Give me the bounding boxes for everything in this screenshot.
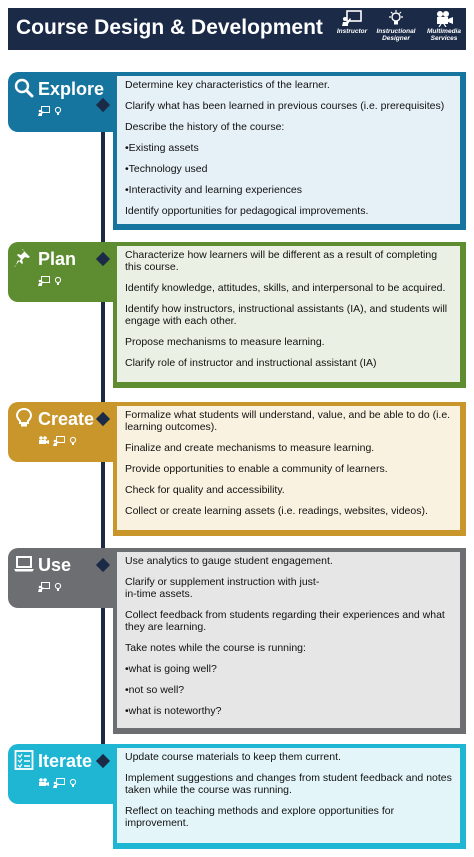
list-item: Clarify role of instructor and instructional assistant (IA) bbox=[125, 357, 377, 369]
list-item: Propose mechanisms to measure learning. bbox=[125, 336, 325, 348]
role-icons bbox=[38, 778, 78, 790]
instructor-icon bbox=[53, 436, 65, 446]
use-box bbox=[113, 548, 466, 734]
use-tab bbox=[8, 548, 116, 608]
designer-lightbulb-icon bbox=[68, 436, 78, 446]
designer-lightbulb-icon bbox=[385, 10, 407, 27]
role-label: Instructor bbox=[336, 28, 368, 35]
list-item: Use analytics to gauge student engagement. bbox=[125, 555, 333, 567]
list-item: •Interactivity and learning experiences bbox=[125, 184, 303, 196]
list-item: Identify opportunities for pedagogical improvements. bbox=[125, 205, 369, 217]
role-icons bbox=[38, 106, 63, 118]
create-tab bbox=[8, 402, 116, 462]
list-item: Identify knowledge, attitudes, skills, and interpersonal to be acquired. bbox=[125, 282, 446, 294]
role-icons bbox=[38, 276, 63, 288]
iterate-box bbox=[113, 744, 466, 849]
explore-box bbox=[113, 72, 466, 230]
instructor-icon bbox=[53, 778, 65, 788]
laptop-icon bbox=[14, 554, 34, 574]
header-bar bbox=[8, 8, 466, 50]
list-item: •what is going well? bbox=[125, 663, 217, 675]
role-icons bbox=[38, 582, 63, 594]
list-item: Take notes while the course is running: bbox=[125, 642, 306, 654]
role-instructional-designer bbox=[370, 10, 422, 42]
iterate-tab bbox=[8, 744, 116, 804]
list-item: Collect feedback from students regarding their experiences and what they are learning. bbox=[125, 609, 445, 633]
magnifier-icon bbox=[14, 78, 34, 98]
designer-lightbulb-icon bbox=[53, 276, 63, 286]
create-box bbox=[113, 402, 466, 536]
section-title: Iterate bbox=[38, 751, 93, 771]
page-title: Course Design & Development bbox=[16, 16, 323, 39]
video-camera-icon bbox=[433, 10, 455, 27]
lightbulb-icon bbox=[14, 408, 34, 428]
instructor-icon bbox=[38, 106, 50, 116]
section-title: Create bbox=[38, 409, 95, 429]
list-item: •Existing assets bbox=[125, 142, 199, 154]
list-item: •Technology used bbox=[125, 163, 208, 175]
list-item: •not so well? bbox=[125, 684, 185, 696]
section-title: Plan bbox=[38, 249, 77, 269]
list-item: Reflect on teaching methods and explore opportunities for improvement. bbox=[125, 805, 395, 829]
plan-box bbox=[113, 242, 466, 388]
role-label: Instructional Designer bbox=[376, 28, 416, 42]
section-title: Explore bbox=[38, 79, 105, 99]
list-item: Implement suggestions and changes from student feedback and notes taken while the course was running. bbox=[125, 772, 452, 796]
video-camera-icon bbox=[38, 436, 50, 446]
designer-lightbulb-icon bbox=[68, 778, 78, 788]
list-item: Formalize what students will understand, value, and be able to do (i.e. learning outcomes). bbox=[125, 409, 451, 433]
list-item: Provide opportunities to enable a community of learners. bbox=[125, 463, 388, 475]
list-item: Determine key characteristics of the learner. bbox=[125, 79, 330, 91]
role-icons bbox=[38, 436, 78, 448]
checklist-icon bbox=[14, 750, 34, 770]
section-title: Use bbox=[38, 555, 72, 575]
list-item: •what is noteworthy? bbox=[125, 705, 222, 717]
designer-lightbulb-icon bbox=[53, 106, 63, 116]
instructor-icon bbox=[38, 276, 50, 286]
list-item: Update course materials to keep them current. bbox=[125, 751, 341, 763]
list-item: Check for quality and accessibility. bbox=[125, 484, 285, 496]
role-multimedia-services bbox=[418, 10, 470, 42]
designer-lightbulb-icon bbox=[53, 582, 63, 592]
instructor-icon bbox=[38, 582, 50, 592]
list-item: Characterize how learners will be different as a result of completing this course. bbox=[125, 249, 438, 273]
plan-tab bbox=[8, 242, 116, 302]
role-label: Multimedia Services bbox=[427, 28, 461, 42]
pushpin-icon bbox=[14, 248, 34, 268]
instructor-icon bbox=[341, 10, 363, 27]
list-item: Finalize and create mechanisms to measure learning. bbox=[125, 442, 375, 454]
list-item: Identify how instructors, instructional assistants (IA), and students will engage with each other. bbox=[125, 303, 448, 327]
list-item: Clarify or supplement instruction with just-in-time assets. bbox=[125, 576, 320, 600]
list-item: Collect or create learning assets (i.e. readings, websites, videos). bbox=[125, 505, 428, 517]
list-item: Describe the history of the course: bbox=[125, 121, 285, 133]
video-camera-icon bbox=[38, 778, 50, 788]
list-item: Clarify what has been learned in previous courses (i.e. prerequisites) bbox=[125, 100, 445, 112]
